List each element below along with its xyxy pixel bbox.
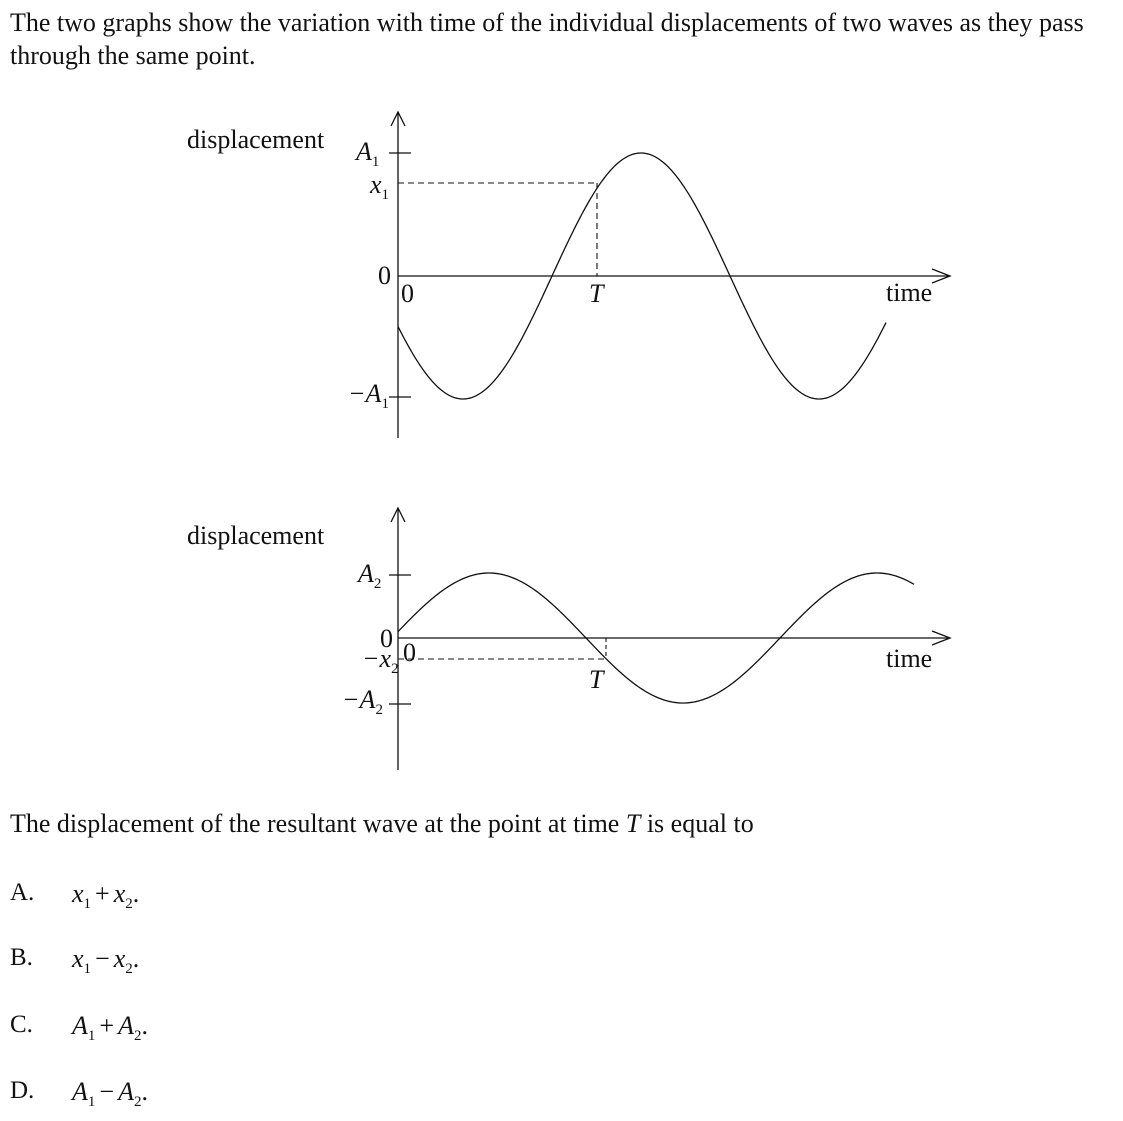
option-b-letter: B. bbox=[10, 944, 33, 971]
graph2-zero-y-label: 0 bbox=[380, 624, 393, 653]
question-text-end: is equal to bbox=[640, 809, 754, 838]
option-b-expression: $x_1 - x_2$. bbox=[72, 944, 140, 978]
option-a-letter: A. bbox=[10, 879, 35, 906]
option-c-expression: $A_1 + A_2$. bbox=[72, 1011, 148, 1045]
graph2-y-axis-label: displacement bbox=[187, 521, 325, 550]
option-d-letter: D. bbox=[10, 1077, 35, 1104]
graph2-zero-x-label: 0 bbox=[403, 638, 416, 667]
graph1-x-axis-label: time bbox=[886, 278, 933, 307]
graph2-neg-amp-label: $-A_2$ bbox=[342, 685, 383, 718]
question-variable: T bbox=[625, 809, 641, 838]
graph2-amp-label: $A_2$ bbox=[358, 559, 382, 592]
graph1-zero-y-label: 0 bbox=[378, 261, 391, 290]
graph1-y-axis-label: displacement bbox=[187, 125, 325, 154]
question-text-start: The displacement of the resultant wave at the point at time bbox=[10, 809, 626, 838]
graph1-T-label: T bbox=[589, 279, 604, 308]
graph2-x-axis-label: time bbox=[886, 644, 933, 673]
graph2-T-label: T bbox=[589, 665, 604, 694]
graph-2 bbox=[187, 508, 950, 770]
graph-1 bbox=[187, 112, 950, 438]
option-a-expression: $x_1 + x_2$. bbox=[72, 879, 140, 913]
option-c-letter: C. bbox=[10, 1011, 33, 1038]
question-text bbox=[10, 809, 754, 839]
graph1-amp-label: $A_1$ bbox=[356, 137, 380, 170]
intro-text: The two graphs show the variation with time of the individual displacements of two waves as they pass through the same point. bbox=[10, 8, 1084, 70]
option-d-expression: $A_1 - A_2$. bbox=[72, 1077, 148, 1111]
graph1-x1-label: $x_1$ bbox=[370, 170, 390, 203]
graph2-x2-label: $-x_2$ bbox=[362, 644, 399, 677]
graph1-zero-x-label: 0 bbox=[401, 279, 414, 308]
graph1-neg-amp-label: $-A_1$ bbox=[348, 379, 389, 412]
